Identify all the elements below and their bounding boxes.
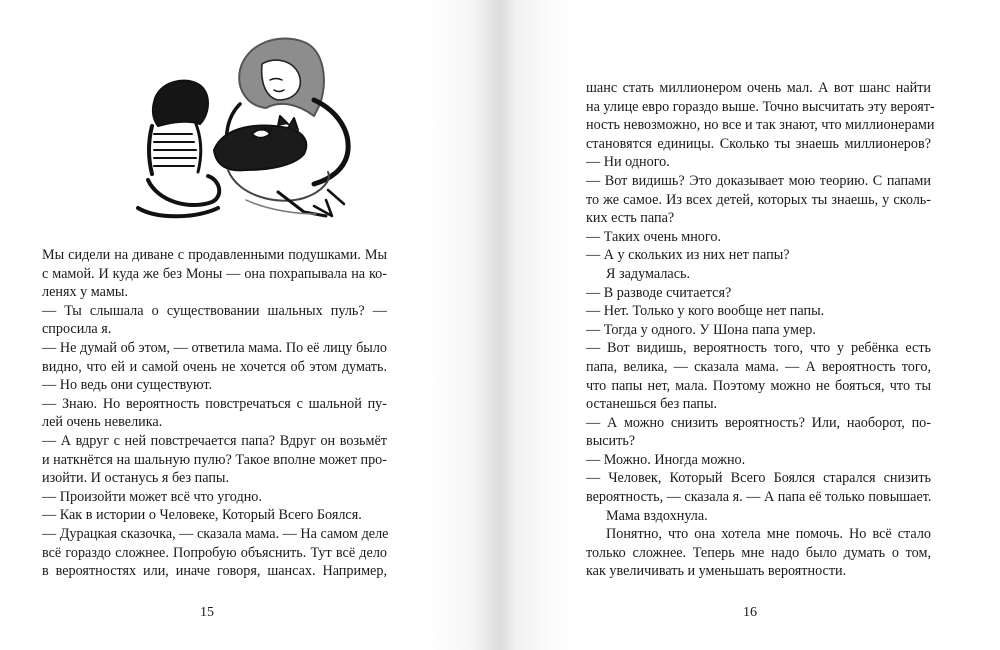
text-line: — Ни одного. bbox=[586, 154, 670, 171]
text-line: — Произойти может всё что угодно. bbox=[42, 488, 262, 505]
text-line: с мамой. И куда же без Моны — она похрапывала на ко- bbox=[42, 265, 387, 282]
text-line: Мы сидели на диване с продавленными подушками. Мы bbox=[42, 247, 387, 263]
text-line: — Не думай об этом, — ответила мама. По её лицу было bbox=[42, 339, 387, 356]
text-line: вероятность, — сказала я. — А папа её только повышает. bbox=[586, 489, 932, 506]
text-line: — Таких очень много. bbox=[586, 228, 722, 245]
text-line: — Дурацкая сказочка, — сказала мама. — На самом деле bbox=[42, 525, 389, 542]
text-line: — Ты слышала о существовании шальных пуль? — bbox=[42, 302, 387, 319]
text-line: — Но ведь они существуют. bbox=[42, 377, 213, 394]
right-page-text bbox=[586, 79, 935, 581]
text-line: — Человек, Который Всего Боялся старался снизить bbox=[586, 470, 931, 487]
text-line: на улице евро гораздо выше. Точно высчитать эту вероят- bbox=[586, 98, 935, 115]
text-line: — А вдруг с ней повстречается папа? Вдруг он возьмёт bbox=[42, 432, 387, 449]
text-line: — Как в истории о Человеке, Который Всего Боялся. bbox=[42, 507, 362, 524]
text-line: — А можно снизить вероятность? Или, наоборот, по- bbox=[586, 414, 931, 431]
text-line: в вероятностях или, иначе говоря, шансах. Например, bbox=[42, 563, 387, 580]
text-line: высить? bbox=[586, 433, 636, 450]
text-line: ких есть папа? bbox=[586, 210, 675, 227]
text-line: — Можно. Иногда можно. bbox=[586, 451, 746, 468]
text-line: папа, велика, — сказала мама. — А вероятность того, bbox=[586, 358, 931, 375]
text-line: останешься без папы. bbox=[586, 396, 718, 413]
text-line: — Тогда у одного. У Шона папа умер. bbox=[586, 321, 816, 338]
text-line: всё гораздо сложнее. Попробую объяснить. Тут всё дело bbox=[42, 544, 387, 561]
text-line: то же самое. Из всех детей, которых ты знаешь, у сколь- bbox=[586, 191, 931, 208]
left-page-text bbox=[42, 246, 387, 581]
text-line: — Нет. Только у кого вообще нет папы. bbox=[586, 303, 825, 320]
text-line: ленях у мамы. bbox=[42, 284, 129, 301]
text-line: лей очень невелика. bbox=[42, 414, 163, 431]
text-line: изойти. И останусь я без папы. bbox=[42, 470, 229, 487]
text-line: — Вот видишь? Это доказывает мою теорию. С папами bbox=[586, 172, 931, 189]
text-line: становятся единицы. Сколько ты знаешь миллионеров? bbox=[586, 135, 931, 152]
text-line: — Знаю. Но вероятность повстречаться с шальной пу- bbox=[42, 395, 387, 412]
mother-and-child-illustration bbox=[128, 30, 360, 226]
page-number: 16 bbox=[743, 605, 757, 620]
text-line: — Вот видишь, вероятность того, что у ребёнка есть bbox=[586, 340, 931, 357]
text-line: только сложнее. Теперь мне надо было думать о том, bbox=[586, 544, 931, 561]
text-line: Я задумалась. bbox=[606, 265, 691, 282]
text-line: и наткнётся на шальную пулю? Такое вполне может про- bbox=[42, 451, 387, 468]
text-line: как увеличивать и уменьшать вероятности. bbox=[586, 563, 847, 580]
text-line: Мама вздохнула. bbox=[606, 507, 708, 524]
text-line: — В разводе считается? bbox=[586, 284, 732, 301]
text-line: — А у скольких из них нет папы? bbox=[586, 247, 790, 264]
right-page bbox=[500, 0, 1000, 650]
text-line: спросила я. bbox=[42, 321, 112, 338]
text-line: ность невозможно, но все и так знают, что миллионерами bbox=[586, 117, 935, 134]
text-line: что папы нет, мала. Поэтому можно не бояться, что ты bbox=[586, 377, 931, 394]
text-line: Понятно, что она хотела мне помочь. Но всё стало bbox=[606, 526, 931, 543]
page-number: 15 bbox=[200, 605, 214, 620]
text-line: видно, что ей и самой очень не хочется об этом думать. bbox=[42, 358, 387, 375]
text-line: шанс стать миллионером очень мал. А вот шанс найти bbox=[586, 80, 931, 96]
